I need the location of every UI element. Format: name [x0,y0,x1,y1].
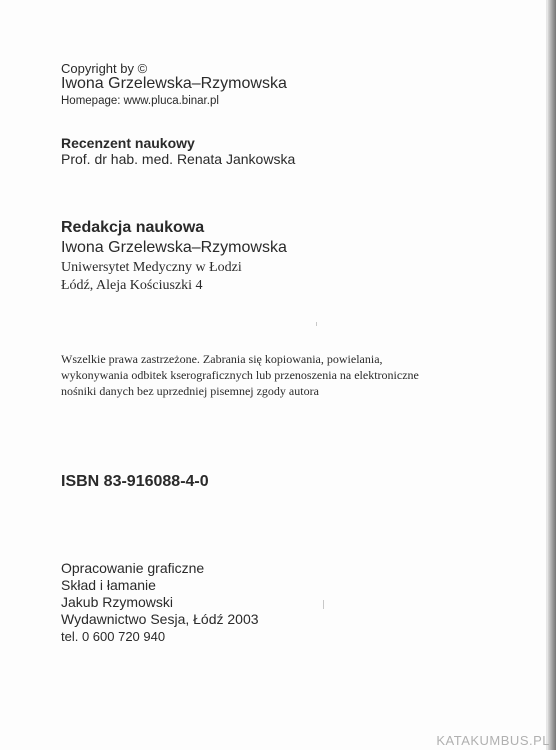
credit-typesetting: Skład i łamanie [61,577,156,593]
copyright-label: Copyright by © [61,61,148,76]
credit-publisher: Wydawnictwo Sesja, Łódź 2003 [61,611,259,627]
homepage-text: Homepage: www.pluca.binar.pl [61,95,219,107]
isbn-text: ISBN 83-916088-4-0 [61,473,209,490]
rights-line-3: nośniki danych bez uprzedniej pisemnej zgody autora [61,384,319,398]
rights-line-2: wykonywania odbitek kserograficznych lub przenoszenia na elektroniczne [61,368,419,382]
credit-graphics: Opracowanie graficzne [61,560,205,576]
editor-institution: Uniwersytet Medyczny w Łodzi [61,260,242,275]
credit-phone: tel. 0 600 720 940 [61,629,166,644]
page-edge-shadow [548,0,556,750]
watermark-text: KATAKUMBUS.PL [436,733,550,748]
speck-mark [323,600,324,609]
editor-address: Łódź, Aleja Kościuszki 4 [61,278,203,293]
speck-mark [316,322,317,326]
reviewer-name: Prof. dr hab. med. Renata Jankowska [61,151,296,167]
copyright-author: Iwona Grzelewska–Rzymowska [61,75,287,92]
reviewer-heading: Recenzent naukowy [61,135,195,151]
editor-name: Iwona Grzelewska–Rzymowska [61,239,287,256]
editor-heading: Redakcja naukowa [61,219,205,236]
rights-line-1: Wszelkie prawa zastrzeżone. Zabrania się kopiowania, powielania, [61,352,383,366]
credit-person: Jakub Rzymowski [61,594,174,610]
